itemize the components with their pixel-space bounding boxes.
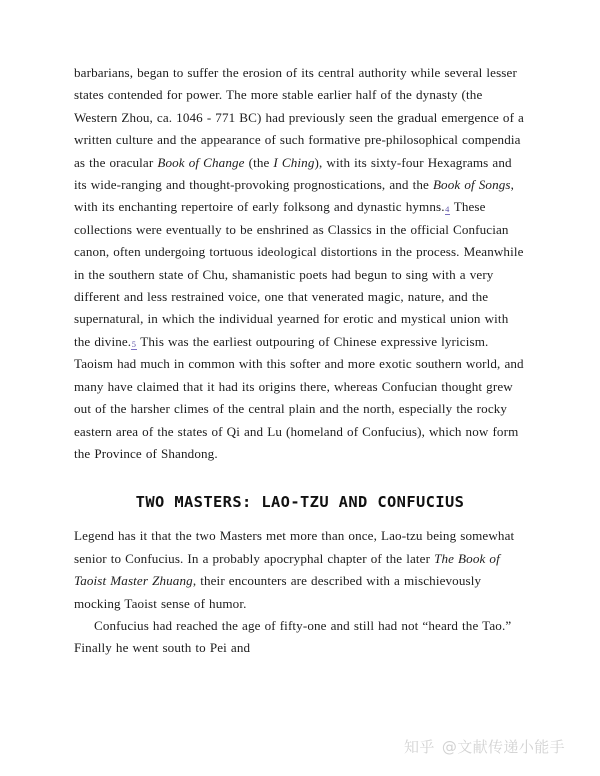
watermark-logo: 知乎 — [404, 738, 435, 756]
book-title-book-of-change: Book of Change — [157, 154, 245, 170]
text-run: These collections were eventually to be enshrined as Classics in the official Confucian canon, often undergoing tortuous ideological distortions in the process. Meanwhile in the southern state of Chu, shamanistic poets had begun to sing with a very different and less restrained voice, one that venerated magic, nature, and the supernatural, in which the individual yearned for erotic and mystical union with the divine. — [74, 199, 524, 349]
text-run: (the — [244, 154, 274, 170]
document-text-column — [74, 62, 526, 660]
book-title-taoist-master-zhuang: The Book of Taoist Master Zhuang — [74, 550, 500, 589]
watermark — [404, 736, 565, 757]
footnote-marker-4[interactable]: 4 — [445, 205, 450, 215]
book-title-i-ching: I Ching — [273, 154, 315, 170]
text-run: Confucius had reached the age of fifty-one and still had not “heard the Tao.” Finally he went south to Pei and — [74, 617, 512, 656]
text-run: barbarians, began to suffer the erosion of its central authority while several lesser states contended for power. The more stable earlier half of the dynasty (the Western Zhou, ca. 1046 - 771 BC) had previously seen the gradual emergence of a written culture and the appearance of such formative pre-philosophical compendia as the oracular — [74, 65, 524, 170]
text-run: This was the earliest outpouring of Chinese expressive lyricism. Taoism had much in common with this softer and more exotic southern world, and many have claimed that it had its origins there, whereas Confucian thought grew out of the harsher climes of the central plain and the north, especially the rocky eastern area of the states of Qi and Lu (homeland of Confucius), which now form the Province of Shandong. — [74, 333, 524, 461]
text-run: , their encounters are described with a mischievously mocking Taoist sense of humor. — [74, 573, 482, 611]
paragraph-confucius-age-fifty-one — [74, 615, 526, 660]
paragraph-legend-two-masters — [74, 525, 526, 615]
footnote-marker-5[interactable]: 5 — [131, 339, 137, 349]
paragraph-main-history — [74, 62, 526, 465]
book-title-book-of-songs: Book of Songs — [432, 177, 511, 193]
watermark-handle: @文献传递小能手 — [441, 738, 566, 756]
text-run: Legend has it that the two Masters met more than once, Lao-tzu being somewhat senior to Confucius. In a probably apocryphal chapter of the later — [74, 528, 515, 566]
text-run: , with its enchanting repertoire of early folksong and dynastic hymns. — [74, 177, 515, 215]
section-heading-two-masters: TWO MASTERS: LAO-TZU AND CONFUCIUS — [135, 493, 465, 512]
text-run: ), with its sixty-four Hexagrams and its wide-ranging and thought-provoking prognostications, and the — [74, 154, 512, 193]
